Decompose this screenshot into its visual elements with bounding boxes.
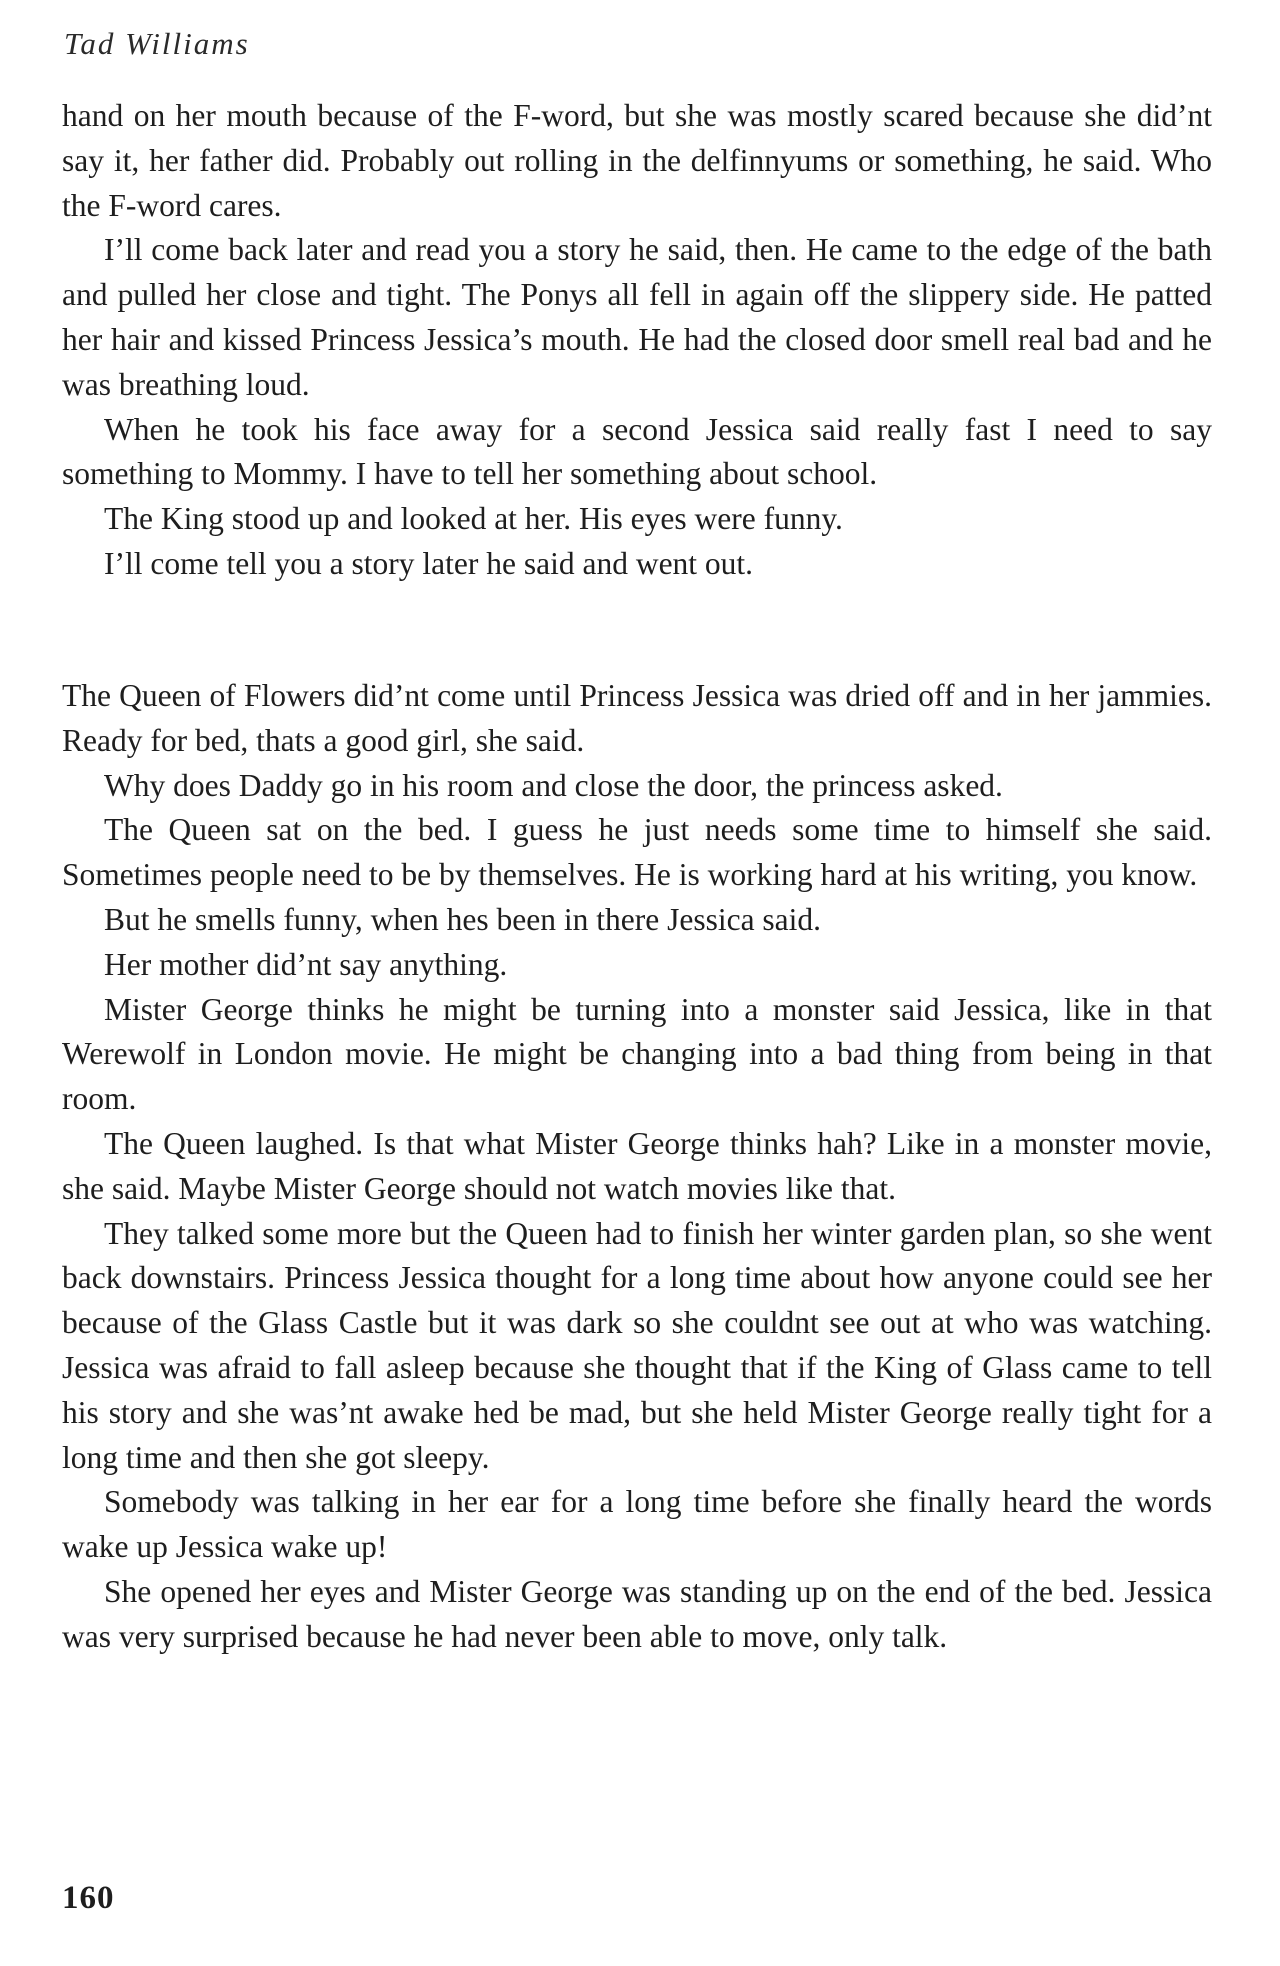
paragraph: Mister George thinks he might be turning into a monster said Jessica, like in that Werewolf in London movie. He might be changing into a bad thing from being in that room. bbox=[62, 991, 1212, 1117]
page-number: 160 bbox=[62, 1880, 115, 1916]
paragraph: They talked some more but the Queen had to finish her winter garden plan, so she went back downstairs. Princess Jessica thought for a long time about how anyone could see her because of the Glass Castle but it was dark so she couldnt see out at who was watching. Jessica was afraid to fall asleep because she thought that if the King of Glass came to tell his story and she was’nt awake hed be mad, but she held Mister George really tight for a long time and then she got sleepy. bbox=[62, 1215, 1212, 1475]
paragraph: Somebody was talking in her ear for a long time before she finally heard the words wake up Jessica wake up! bbox=[62, 1484, 1212, 1565]
paragraph: I’ll come tell you a story later he said and went out. bbox=[104, 545, 754, 581]
paragraph: But he smells funny, when hes been in there Jessica said. bbox=[104, 901, 822, 937]
paragraph: The King stood up and looked at her. His eyes were funny. bbox=[104, 501, 843, 537]
paragraph: She opened her eyes and Mister George was standing up on the end of the bed. Jessica was very surprised because he had never been able to move, only talk. bbox=[62, 1573, 1212, 1654]
text-section-1 bbox=[62, 94, 1212, 587]
paragraph: hand on her mouth because of the F-word, but she was mostly scared because she did’nt say it, her father did. Probably out rolling in the delfinnyums or something, he said. Who the F-word cares. bbox=[62, 98, 1212, 223]
paragraph: When he took his face away for a second Jessica said really fast I need to say something to Mommy. I have to tell her something about school. bbox=[62, 411, 1212, 492]
paragraph: I’ll come back later and read you a story he said, then. He came to the edge of the bath and pulled her close and tight. The Ponys all fell in again off the slippery side. He patted her hair and kissed Princess Jessica’s mouth. He had the closed door smell real bad and he was breathing loud. bbox=[62, 232, 1212, 402]
paragraph: The Queen sat on the bed. I guess he just needs some time to himself she said. Sometimes people need to be by themselves. He is working hard at his writing, you know. bbox=[62, 812, 1212, 893]
paragraph: The Queen of Flowers did’nt come until Princess Jessica was dried off and in her jammies. Ready for bed, thats a good girl, she said. bbox=[62, 678, 1212, 758]
book-page bbox=[62, 0, 1212, 1966]
running-head: Tad Williams bbox=[64, 26, 250, 61]
paragraph: Her mother did’nt say anything. bbox=[104, 946, 508, 982]
text-section-2 bbox=[62, 674, 1212, 1660]
paragraph: The Queen laughed. Is that what Mister George thinks hah? Like in a monster movie, she said. Maybe Mister George should not watch movies like that. bbox=[62, 1125, 1212, 1206]
paragraph: Why does Daddy go in his room and close the door, the princess asked. bbox=[104, 767, 1003, 803]
